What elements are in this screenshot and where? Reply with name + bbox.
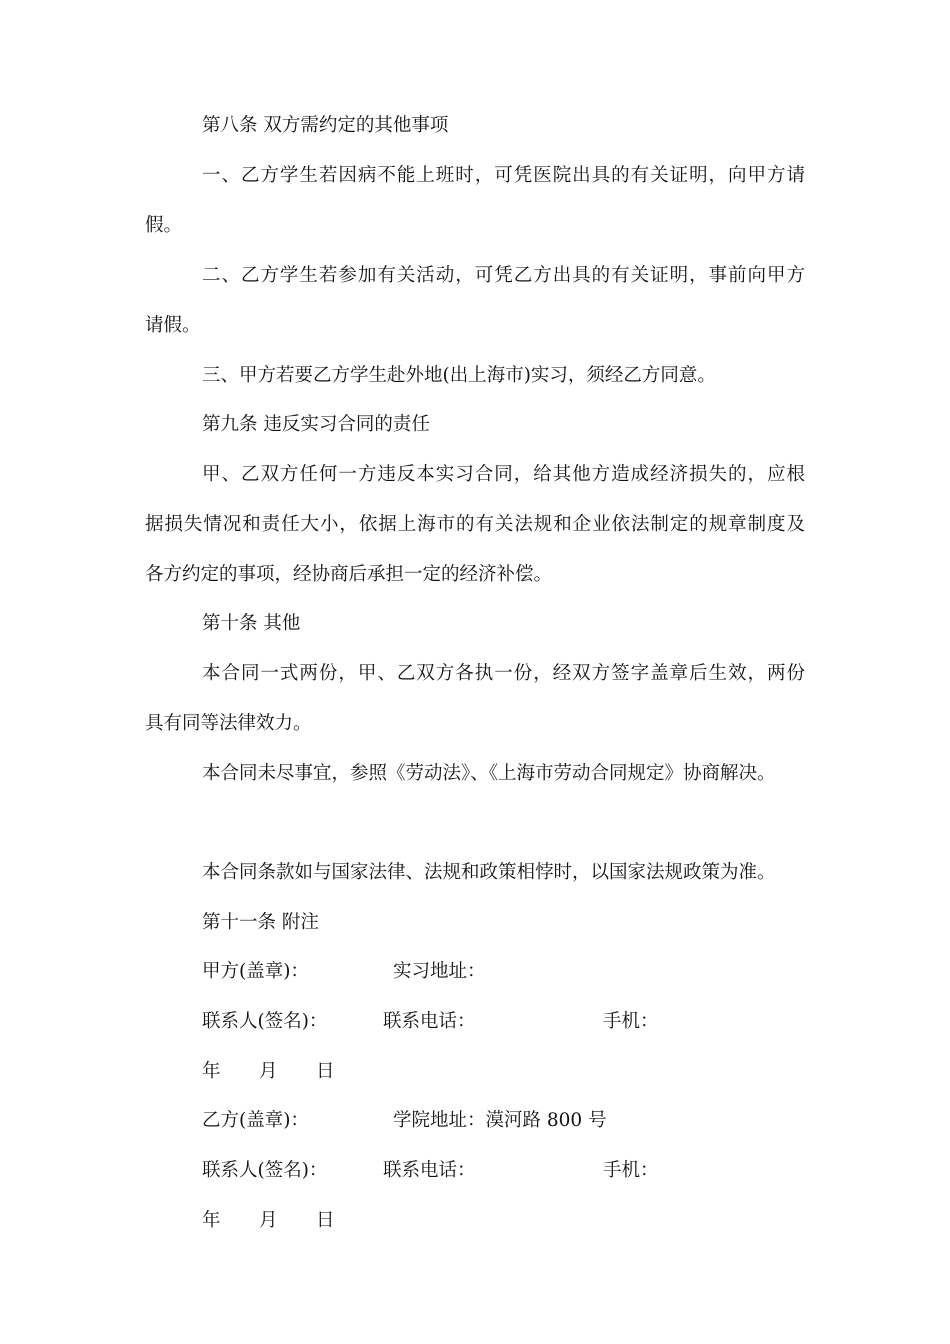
article11-title: 第十一条 附注 [202,912,319,933]
article8-title: 第八条 双方需约定的其他事项 [202,115,449,136]
party-b-seal-row [0,1109,950,1133]
party-b-date-year: 年 [202,1210,221,1231]
party-a-address-label: 实习地址： [393,961,486,982]
party-b-seal-label: 乙方(盖章)： [202,1110,309,1131]
party-a-date-day: 日 [316,1061,335,1082]
article10-p1-line1: 本合同一式两份，甲、乙双方各执一份，经双方签字盖章后生效，两份 [202,663,805,684]
party-a-date-row [0,1060,950,1084]
party-a-phone-label: 联系电话： [383,1011,476,1032]
party-a-date-year: 年 [202,1061,221,1082]
article8-p3: 三、甲方若要乙方学生赴外地(出上海市)实习，须经乙方同意。 [202,365,716,386]
party-a-date-month: 月 [259,1061,278,1082]
party-a-contact-row [0,1010,950,1034]
party-b-date-day: 日 [316,1210,335,1231]
article9-title: 第九条 违反实习合同的责任 [202,414,430,435]
party-a-mobile-label: 手机： [603,1011,659,1032]
article9-p1-line1: 甲、乙双方任何一方违反本实习合同，给其他方造成经济损失的，应根 [202,464,805,485]
party-a-contact-label: 联系人(签名)： [202,1011,328,1032]
article8-p2-line1: 二、乙方学生若参加有关活动，可凭乙方出具的有关证明，事前向甲方 [202,265,805,286]
party-b-phone-label: 联系电话： [383,1160,476,1181]
party-b-contact-row [0,1159,950,1183]
article8-p1-line1: 一、乙方学生若因病不能上班时，可凭医院出具的有关证明，向甲方请 [202,165,805,186]
article8-p1-line2: 假。 [145,215,183,236]
article9-p1-line2: 据损失情况和责任大小，依据上海市的有关法规和企业依法制定的规章制度及 [145,514,805,535]
article9-p1-line3: 各方约定的事项，经协商后承担一定的经济补偿。 [145,564,553,585]
article10-p3: 本合同条款如与国家法律、法规和政策相悖时，以国家法规政策为准。 [202,862,776,883]
party-b-date-row [0,1209,950,1233]
article10-title: 第十条 其他 [202,613,301,634]
party-b-contact-label: 联系人(签名)： [202,1160,328,1181]
article10-p1-line2: 具有同等法律效力。 [145,713,312,734]
party-b-address-label: 学院地址：漠河路 800 号 [393,1110,607,1131]
article10-p2: 本合同未尽事宜，参照《劳动法》、《上海市劳动合同规定》协商解决。 [202,763,776,784]
party-a-seal-label: 甲方(盖章)： [202,961,309,982]
party-b-date-month: 月 [259,1210,278,1231]
party-a-seal-row [0,960,950,984]
article8-p2-line2: 请假。 [145,315,201,336]
party-b-mobile-label: 手机： [603,1160,659,1181]
